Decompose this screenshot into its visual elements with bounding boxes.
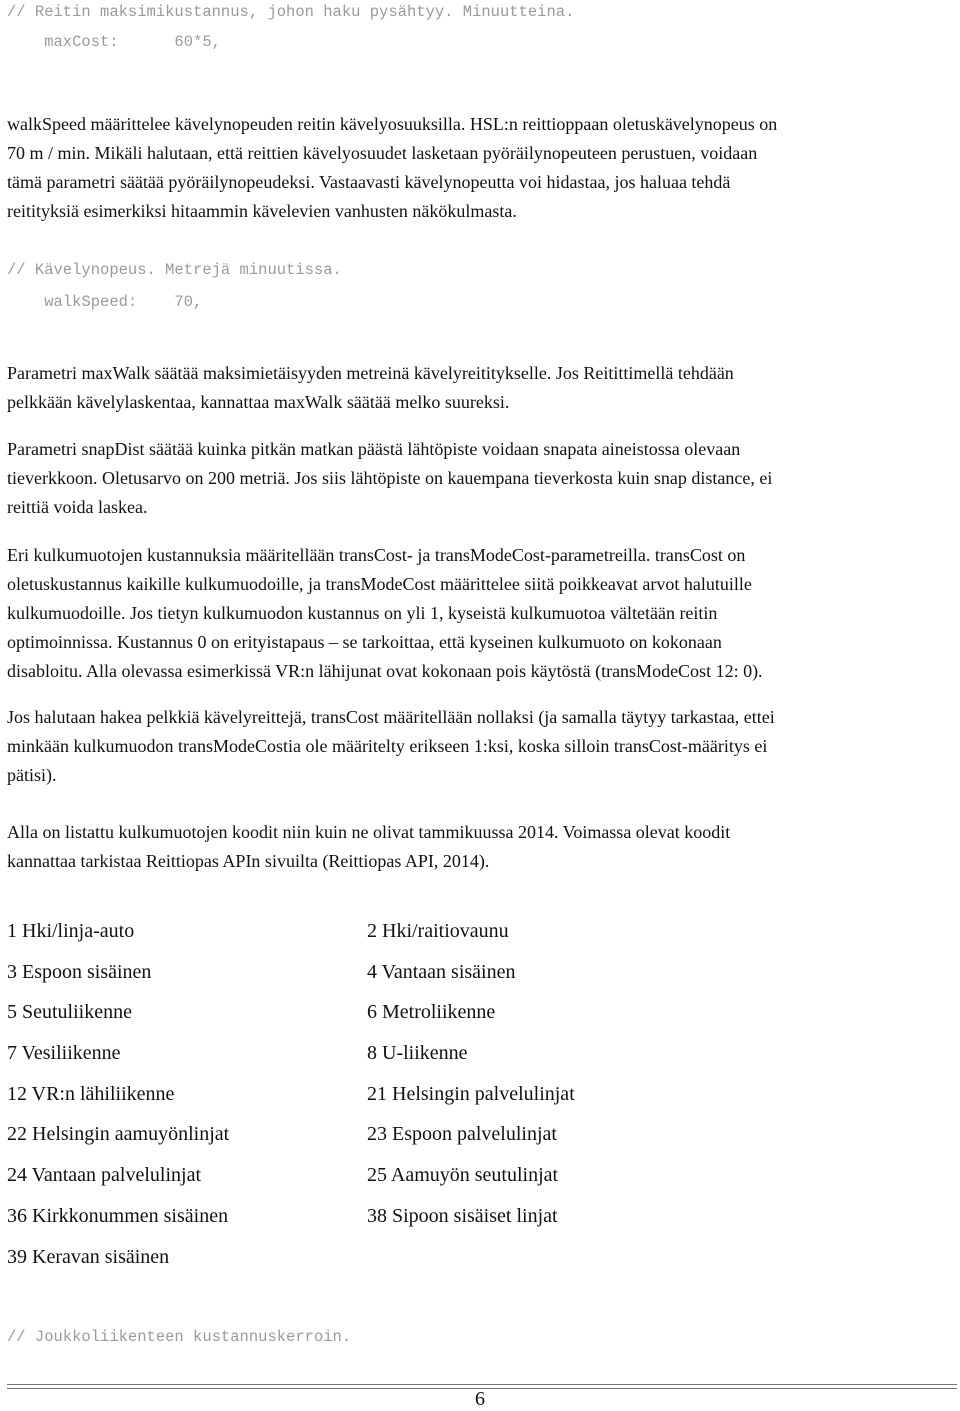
mode-item: 8 U-liikenne [367,1042,468,1065]
mode-item: 3 Espoon sisäinen [7,960,152,983]
paragraph-line: reittiä voida laskea. [7,497,148,517]
footer-divider [7,1384,957,1385]
paragraph-line: kannattaa tarkistaa Reittiopas APIn sivuilta (Reittiopas API, 2014). [7,851,490,871]
paragraph-line: Alla on listattu kulkumuotojen koodit niin kuin ne olivat tammikuussa 2014. Voimassa olevat koodit [7,822,731,842]
paragraph-line: walkSpeed määrittelee kävelynopeuden reitin kävelyosuuksilla. HSL:n reittioppaan oletuskävelynopeus on [7,114,778,134]
mode-item: 23 Espoon palvelulinjat [367,1123,557,1146]
paragraph-line: tieverkkoon. Oletusarvo on 200 metriä. Jos siis lähtöpiste on kauempana tieverkosta kuin snap distance, ei [7,468,773,488]
mode-list-left [7,911,229,1277]
code-line-walkspeed: walkSpeed: 70, [7,293,203,311]
paragraph-line: oletuskustannus kaikille kulkumuodoille, ja transModeCost määrittelee siitä poikkeavat arvot halutuille [7,574,752,594]
mode-item: 39 Keravan sisäinen [7,1245,170,1268]
paragraph-line: 70 m / min. Mikäli halutaan, että reittien kävelyosuudet lasketaan pyöräilynopeuteen perustuen, voidaan [7,143,758,163]
paragraph-walk-only [7,703,937,790]
code-comment-walkspeed: // Kävelynopeus. Metrejä minuutissa. [7,261,342,279]
code-comment-maxcost: // Reitin maksimikustannus, johon haku pysähtyy. Minuutteina. [7,3,575,21]
mode-item: 4 Vantaan sisäinen [367,960,516,983]
mode-item: 36 Kirkkonummen sisäinen [7,1204,229,1227]
paragraph-maxwalk [7,359,937,417]
paragraph-line: minkään kulkumuodon transModeCostia ole määritelty erikseen 1:ksi, koska silloin transCost-määritys ei [7,736,768,756]
paragraph-line: kulkumuodoille. Jos tietyn kulkumuodon kustannus on yli 1, kyseistä kulkumuotoa vältetään reitin [7,603,718,623]
mode-item: 2 Hki/raitiovaunu [367,920,509,942]
paragraph-transcost [7,541,937,686]
paragraph-line: disabloitu. Alla olevassa esimerkissä VR:n lähijunat ovat kokonaan pois käytöstä (transModeCost 12: 0). [7,661,763,681]
mode-item: 22 Helsingin aamuyönlinjat [7,1123,230,1146]
paragraph-line: Jos halutaan hakea pelkkiä kävelyreittejä, transCost määritellään nollaksi (ja samalla täytyy tarkastaa, ettei [7,707,775,727]
page-number: 6 [475,1388,485,1410]
mode-item: 5 Seutuliikenne [7,1001,132,1024]
mode-list-right [367,911,575,1237]
paragraph-line: Parametri maxWalk säätää maksimietäisyyden metreinä kävelyreititykselle. Jos Reitittimellä tehdään [7,363,734,383]
paragraph-line: Eri kulkumuotojen kustannuksia määritellään transCost- ja transModeCost-parametreilla. transCost on [7,545,746,565]
mode-item: 6 Metroliikenne [367,1001,496,1024]
paragraph-mode-codes [7,818,937,876]
mode-item: 12 VR:n lähiliikenne [7,1082,175,1105]
mode-item: 1 Hki/linja-auto [7,920,135,942]
paragraph-line: tämä parametri säätää pyöräilynopeudeksi. Vastaavasti kävelynopeutta voi hidastaa, jos haluaa tehdä [7,172,731,192]
mode-item: 24 Vantaan palvelulinjat [7,1164,202,1187]
paragraph-line: pätisi). [7,765,57,785]
mode-item: 38 Sipoon sisäiset linjat [367,1204,558,1227]
paragraph-line: optimoinnissa. Kustannus 0 on erityistapaus – se tarkoittaa, että kyseinen kulkumuoto on kokonaan [7,632,722,652]
paragraph-line: pelkkään kävelylaskentaa, kannattaa maxWalk säätää melko suureksi. [7,392,510,412]
paragraph-line: reitityksiä esimerkiksi hitaammin kävelevien vanhusten näkökulmasta. [7,201,517,221]
mode-item: 7 Vesiliikenne [7,1042,121,1065]
code-comment-transcost: // Joukkoliikenteen kustannuskerroin. [7,1328,352,1346]
paragraph-walkspeed [7,110,937,226]
code-line-maxcost: maxCost: 60*5, [7,33,221,51]
mode-item: 25 Aamuyön seutulinjat [367,1164,559,1187]
paragraph-snapdist [7,435,937,522]
paragraph-line: Parametri snapDist säätää kuinka pitkän matkan päästä lähtöpiste voidaan snapata aineistossa olevaan [7,439,741,459]
mode-item: 21 Helsingin palvelulinjat [367,1082,575,1105]
